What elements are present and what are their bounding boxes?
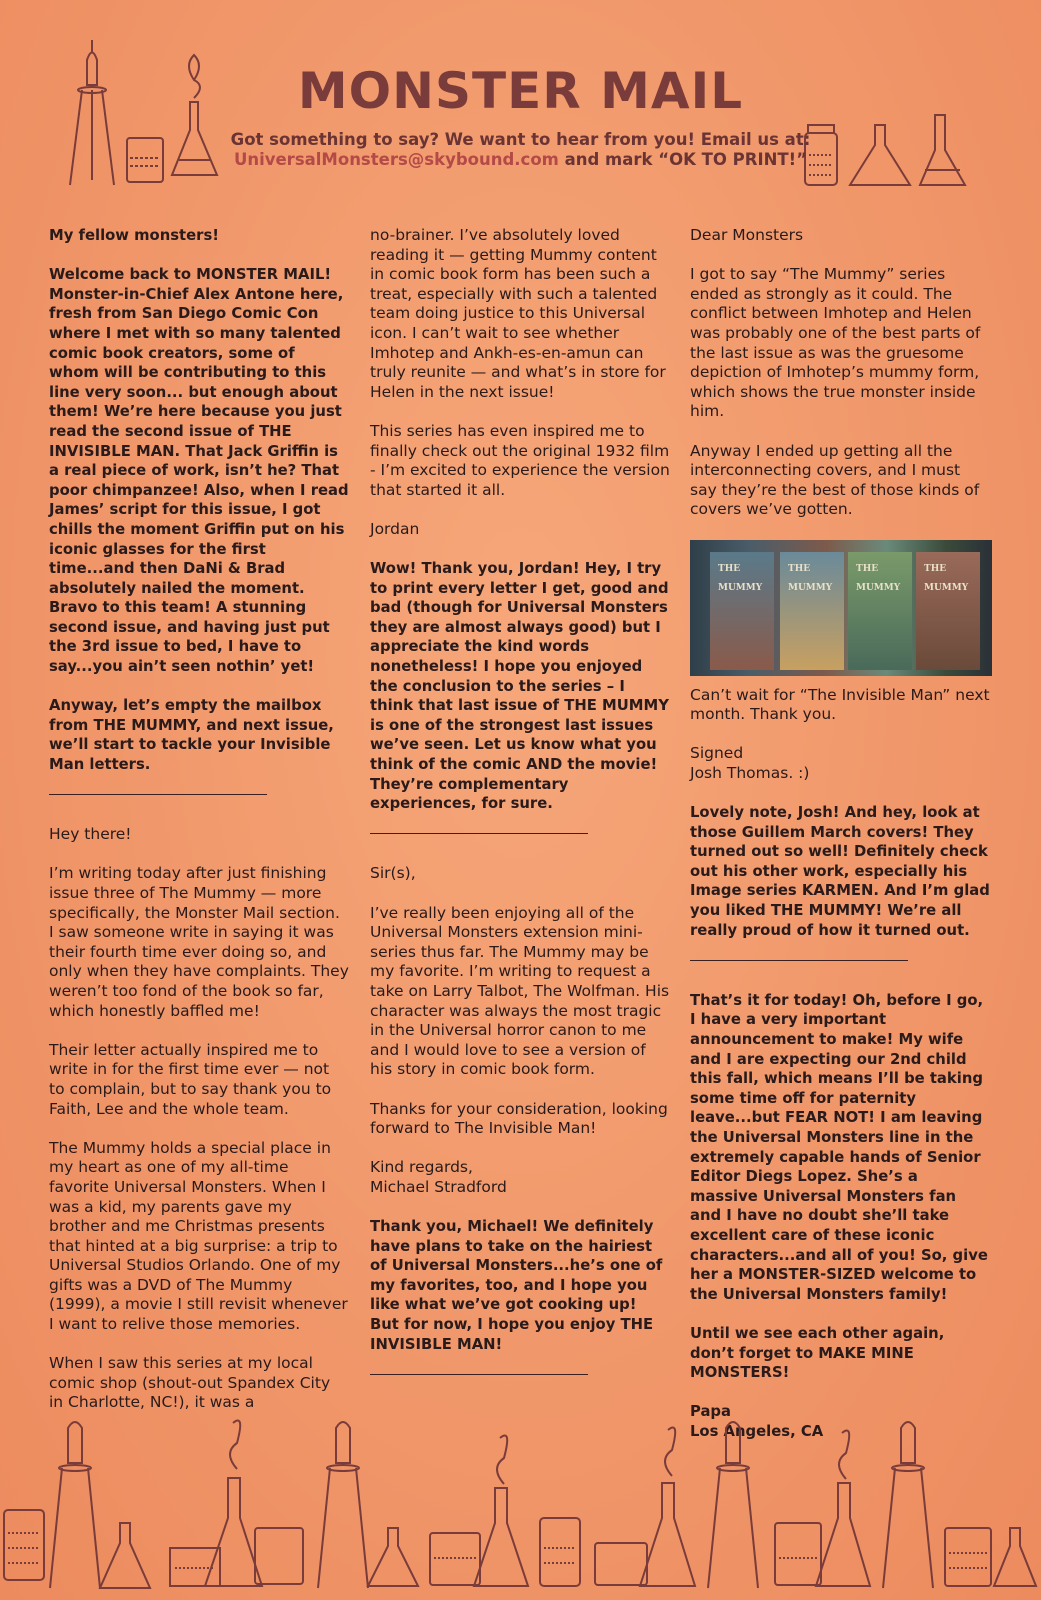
- letter-2-paragraph: Thanks for your consideration, looking forward to The Invisible Man!: [370, 1099, 668, 1138]
- column-1: [49, 226, 349, 1433]
- letter-3-paragraph: I got to say “The Mummy” series ended as strongly as it could. The conflict between Imhotep and Helen was probably one of the best parts of the last issue as was the gruesome depiction of Imhotep’s mummy form, which shows the true monster inside him.: [690, 265, 981, 421]
- editor-reply: Lovely note, Josh! And hey, look at those Guillem March covers! They turned out so well! Definitely check out his other work, especially his Image series KARMEN. And I’m glad you liked THE MUMMY! We’re all really proud of how it turned out.: [690, 804, 990, 939]
- editor-signoff: Until we see each other again, don’t forget to MAKE MINE MONSTERS!: [690, 1324, 945, 1382]
- editor-announcement: That’s it for today! Oh, before I go, I have a very important announcement to make! My wife and I are expecting our 2nd child this fall, which means I’ll be taking some time off for paternity leave...but FEAR NOT! I am leaving the Universal Monsters line in the extremely capable hands of Senior Editor Diegs Lopez. She’s a massive Universal Monsters fan and I have no doubt she’ll take excellent care of these iconic characters...and all of you! So, give her a MONSTER-SIZED welcome to the Universal Monsters family!: [690, 991, 988, 1303]
- letter-1-paragraph: I’m writing today after just finishing issue three of The Mummy — more specifically, the Monster Mail section. I saw someone write in saying it was their fourth time ever doing so, and only when they have complaints. They weren’t too fond of the book so far, which honestly baffled me!: [49, 864, 349, 1020]
- editor-mailbox-note: Anyway, let’s empty the mailbox from THE MUMMY, and next issue, we’ll start to tackle your Invisible Man letters.: [49, 697, 334, 774]
- letter-1-paragraph: The Mummy holds a special place in my heart as one of my all-time favorite Universal Monsters. When I was a kid, my parents gave my brother and me Christmas presents that hinted at a big surprise: a trip to Universal Studios Orlando. One of my gifts was a DVD of The Mummy (1999), a movie I still revisit whenever I want to relive those memories.: [49, 1138, 348, 1334]
- editor-greeting: My fellow monsters!: [49, 227, 220, 244]
- editor-intro: Welcome back to MONSTER MAIL! Monster-in-Chief Alex Antone here, fresh from San Diego Comic Con where I met with so many talented comic book creators, some of whom will be contributing to this line very soon... but enough about them! We’re here because you just read the second issue of THE INVISIBLE MAN. That Jack Griffin is a real piece of work, isn’t he? That poor chimpanzee! Also, when I read James’ script for this issue, I got chills the moment Griffin put on his iconic glasses for the first time...and then DaNi & Brad absolutely nailed the moment. Bravo to this team! A stunning second issue, and having just put the 3rd issue to bed, I have to say...you ain’t seen nothin’ yet!: [49, 266, 349, 676]
- letter-2-salutation: Sir(s),: [370, 864, 416, 883]
- letter-3-salutation: Dear Monsters: [690, 226, 804, 244]
- letter-1-paragraph: This series has even inspired me to finally check out the original 1932 film - I’m excited to experience the version that started it all.: [370, 421, 670, 499]
- email-link[interactable]: UniversalMonsters@skybound.com: [233, 150, 559, 169]
- letter-1-paragraph: Their letter actually inspired me to write in for the first time ever — not to complain, but to say thank you to Faith, Lee and the whole team.: [49, 1040, 332, 1118]
- editor-signature: Papa Los Angeles, CA: [690, 1403, 824, 1440]
- editor-reply: Thank you, Michael! We definitely have plans to take on the hairiest of Universal Monsters...he’s one of my favorites, too, and I hope you like what we’ve got cooking up! But for now, I hope you enjoy THE INVISIBLE MAN!: [370, 1218, 663, 1353]
- page-title: MONSTER MAIL: [297, 62, 744, 120]
- divider: [370, 833, 588, 834]
- letter-2-paragraph: I’ve really been enjoying all of the Universal Monsters extension mini-series thus far. The Mummy may be my favorite. I’m writing to request a take on Larry Talbot, The Wolfman. His character was always the most tragic in the Universal horror canon to me and I would love to see a version of his story in comic book form.: [370, 903, 670, 1079]
- letter-3-paragraph: Can’t wait for “The Invisible Man” next month. Thank you.: [690, 685, 990, 724]
- divider: [49, 794, 267, 795]
- letter-1-signature: Jordan: [370, 519, 420, 538]
- intro-text-rest: and mark “OK TO PRINT!”: [558, 150, 808, 169]
- comic-cover: THE MUMMY: [780, 552, 844, 670]
- editor-reply: Wow! Thank you, Jordan! Hey, I try to print every letter I get, good and bad (though for Universal Monsters they are almost always good) but I appreciate the kind words nonetheless! I hope you enjoyed the conclusion to the series – I think that last issue of THE MUMMY is one of the strongest last issues we’ve seen. Let us know what you think of the comic AND the movie! They’re complementary experiences, for sure.: [370, 560, 669, 813]
- letter-1-paragraph: no-brainer. I’ve absolutely loved reading it — getting Mummy content in comic book form has been such a treat, especially with such a talented team doing justice to this Universal icon. I can’t wait to see whether Imhotep and Ankh-es-en-amun can truly reunite — and what’s in store for Helen in the next issue!: [370, 226, 666, 401]
- letter-1-paragraph: When I saw this series at my local comic shop (shout-out Spandex City in Charlotte, NC!), it was a: [49, 1354, 331, 1412]
- comic-covers-photo: [690, 540, 992, 676]
- intro-text: Got something to say? We want to hear from you! Email us at:: [230, 130, 811, 149]
- column-3: [690, 226, 990, 1461]
- lab-glassware-illustration-bottom: [0, 1418, 1041, 1598]
- comic-cover: THE MUMMY: [848, 552, 912, 670]
- comic-cover: THE MUMMY: [916, 552, 980, 670]
- column-2: [370, 226, 670, 1405]
- divider: [370, 1374, 588, 1375]
- letter-3-signature: Signed Josh Thomas. :): [690, 744, 810, 782]
- submission-instructions: [200, 130, 841, 170]
- letter-2-signature: Kind regards, Michael Stradford: [370, 1158, 507, 1196]
- letter-1-salutation: Hey there!: [49, 825, 132, 844]
- divider: [690, 960, 908, 961]
- comic-cover: THE MUMMY: [710, 552, 774, 670]
- letter-3-paragraph: Anyway I ended up getting all the interconnecting covers, and I must say they’re the best of those kinds of covers we’ve gotten.: [690, 441, 980, 519]
